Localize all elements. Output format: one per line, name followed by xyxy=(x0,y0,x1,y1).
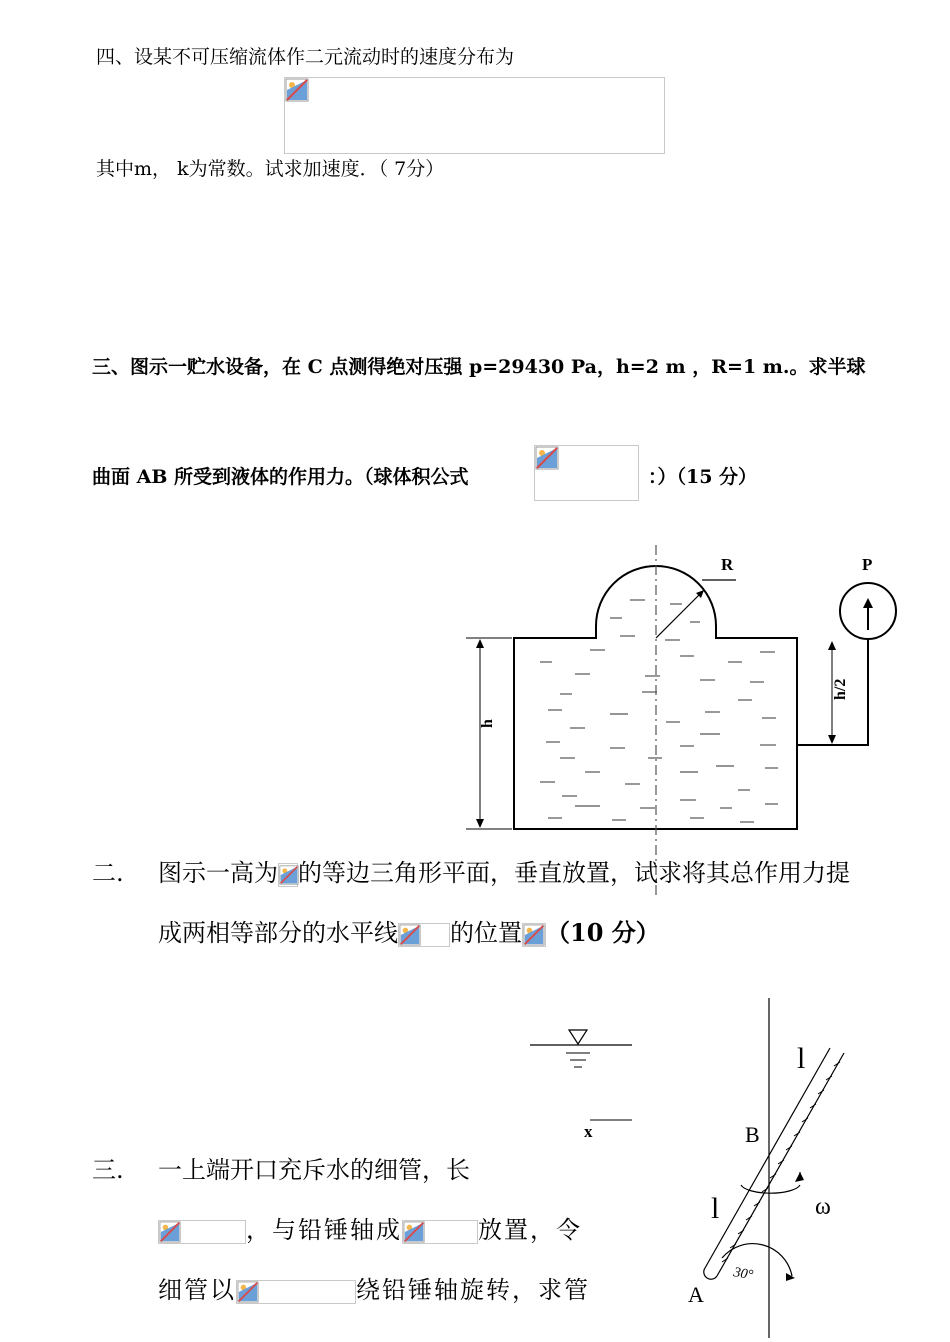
broken-image-icon xyxy=(159,1221,181,1243)
q2-line2-part-a: 成两相等部分的水平线 xyxy=(158,919,398,947)
q3b-line1: 一上端开口充斥水的细管，长 xyxy=(158,1156,470,1184)
q3a-text-line1: 三、图示一贮水设备，在 C 点测得绝对压强 p=29430 Pa，h=2 m ，R=1 m.。求半球 xyxy=(92,356,866,378)
label-b: B xyxy=(745,1122,760,1147)
q2-line2-part-b: 的位置 xyxy=(450,919,522,947)
broken-image-icon xyxy=(279,864,299,886)
tube-wall-left xyxy=(705,1048,830,1268)
label-angle: 30° xyxy=(732,1265,755,1284)
broken-image-icon xyxy=(237,1281,259,1303)
q3a-text-line2a: 曲面 AB 所受到液体的作用力。（球体积公式 xyxy=(92,466,469,488)
height-symbol-image xyxy=(278,863,298,887)
position-symbol-image xyxy=(522,923,546,947)
tube-wall-right xyxy=(717,1053,844,1276)
angle-symbol-image xyxy=(402,1220,478,1244)
label-l-mid: l xyxy=(711,1192,720,1225)
q3b-line2-part-a: ，与铅锤轴成 xyxy=(246,1216,402,1244)
q3b-number: 三. xyxy=(92,1156,124,1184)
label-h: h xyxy=(479,719,496,728)
label-l-top: l xyxy=(797,1042,806,1075)
broken-image-icon xyxy=(285,78,309,102)
label-a: A xyxy=(688,1282,704,1307)
q2-line2 xyxy=(158,913,660,948)
label-x: x xyxy=(584,1122,593,1141)
q2-line1 xyxy=(158,853,850,888)
length-symbol-image xyxy=(158,1220,246,1244)
q2-line2-part-c: （10 分） xyxy=(546,918,660,947)
label-r: R xyxy=(721,555,734,574)
q3a-text-line2b: ：）（15 分） xyxy=(648,466,758,488)
q2-line1-part-a: 图示一高为 xyxy=(158,859,278,887)
sphere-volume-formula-image xyxy=(534,445,639,501)
water-level-icon xyxy=(569,1030,587,1044)
label-h-half: h/2 xyxy=(832,678,849,700)
label-p: P xyxy=(862,555,873,574)
water-hatching xyxy=(540,600,778,822)
q4-text-line2: 其中m， k为常数。试求加速度．（ 7分） xyxy=(96,158,445,180)
q3b-line2 xyxy=(158,1210,582,1245)
velocity-formula-image xyxy=(284,77,665,154)
broken-image-icon xyxy=(399,924,421,946)
broken-image-icon xyxy=(403,1221,425,1243)
rotating-tube-diagram xyxy=(680,995,860,1340)
q3b-line3-part-a: 细管以 xyxy=(158,1276,236,1304)
radius-line xyxy=(656,592,702,638)
q4-text-line1: 四、设某不可压缩流体作二元流动时的速度分布为 xyxy=(96,46,515,68)
broken-image-icon xyxy=(523,924,545,946)
q2-number: 二. xyxy=(92,859,124,887)
q3b-line2-part-b: 放置，令 xyxy=(478,1216,582,1244)
label-omega: ω xyxy=(815,1194,831,1220)
water-tank-diagram xyxy=(460,540,905,900)
horizontal-line-symbol-image xyxy=(398,923,450,947)
broken-image-icon xyxy=(535,446,559,470)
angular-velocity-symbol-image xyxy=(236,1280,356,1304)
q2-line1-part-b: 的等边三角形平面，垂直放置，试求将其总作用力提 xyxy=(298,859,850,887)
q3b-line3-part-b: 绕铅锤轴旋转，求管 xyxy=(356,1276,590,1304)
q3b-line3 xyxy=(158,1270,590,1305)
angle-arc xyxy=(722,1244,792,1276)
free-surface-diagram xyxy=(525,1025,640,1145)
